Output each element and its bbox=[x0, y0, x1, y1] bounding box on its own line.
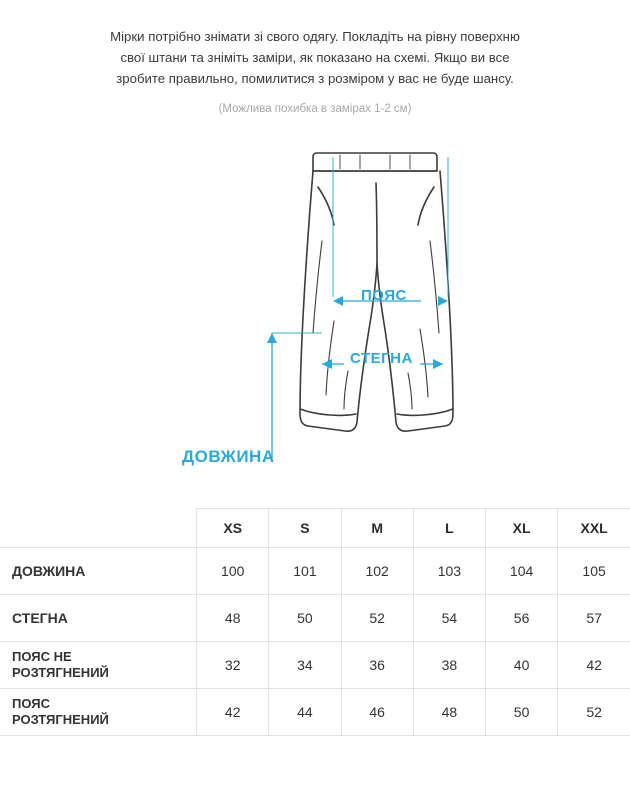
measurement-guides bbox=[272, 157, 468, 461]
cell-waist-stretched-xs: 42 bbox=[197, 689, 269, 736]
intro-line-1: Мірки потрібно знімати зі свого одягу. Покладіть на рівну поверхню bbox=[110, 29, 520, 44]
cell-waist-stretched-s: 44 bbox=[269, 689, 341, 736]
intro-line-3: зробите правильно, помилитися з розміром у вас не буде шансу. bbox=[116, 71, 514, 86]
cell-length-m: 102 bbox=[341, 548, 413, 595]
table-row bbox=[0, 548, 630, 595]
size-table-head bbox=[0, 509, 630, 548]
cell-waist-stretched-l: 48 bbox=[413, 689, 485, 736]
cell-hips-l: 54 bbox=[413, 595, 485, 642]
size-header-m: M bbox=[341, 509, 413, 548]
cell-waist-stretched-xl: 50 bbox=[485, 689, 557, 736]
intro-text-block bbox=[0, 0, 630, 115]
row-label-waist-stretched-line1: ПОЯС bbox=[12, 696, 51, 711]
row-label-waist-stretched-line2: РОЗТЯГНЕНИЙ bbox=[12, 712, 109, 727]
row-label-length: ДОВЖИНА bbox=[0, 548, 197, 595]
cell-hips-m: 52 bbox=[341, 595, 413, 642]
cell-hips-xxl: 57 bbox=[558, 595, 630, 642]
pants-diagram-svg bbox=[0, 121, 630, 461]
cell-waist-stretched-m: 46 bbox=[341, 689, 413, 736]
size-table-body bbox=[0, 548, 630, 736]
size-header-xl: XL bbox=[485, 509, 557, 548]
table-row bbox=[0, 689, 630, 736]
row-label-waist-stretched bbox=[0, 689, 197, 736]
size-header-xxl: XXL bbox=[558, 509, 630, 548]
cell-length-xs: 100 bbox=[197, 548, 269, 595]
table-row bbox=[0, 595, 630, 642]
size-table bbox=[0, 508, 630, 736]
table-row bbox=[0, 642, 630, 689]
cell-length-s: 101 bbox=[269, 548, 341, 595]
table-corner-cell bbox=[0, 509, 197, 548]
waist-dimension-label: ПОЯС bbox=[361, 287, 407, 304]
cell-waist-stretched-xxl: 52 bbox=[558, 689, 630, 736]
size-table-wrapper bbox=[0, 508, 630, 736]
cell-length-xl: 104 bbox=[485, 548, 557, 595]
row-label-hips: СТЕГНА bbox=[0, 595, 197, 642]
measurement-diagram bbox=[0, 121, 630, 466]
cell-waist-relaxed-m: 36 bbox=[341, 642, 413, 689]
cell-waist-relaxed-s: 34 bbox=[269, 642, 341, 689]
intro-line-2: свої штани та зніміть заміри, як показано на схемі. Якщо ви все bbox=[120, 50, 510, 65]
cell-waist-relaxed-l: 38 bbox=[413, 642, 485, 689]
cell-hips-s: 50 bbox=[269, 595, 341, 642]
length-dimension-label: ДОВЖИНА bbox=[182, 447, 275, 466]
cell-length-l: 103 bbox=[413, 548, 485, 595]
table-header-row bbox=[0, 509, 630, 548]
intro-note: (Можлива похибка в замірах 1-2 см) bbox=[218, 103, 412, 115]
cell-waist-relaxed-xs: 32 bbox=[197, 642, 269, 689]
size-header-s: S bbox=[269, 509, 341, 548]
measurement-arrowheads bbox=[267, 296, 448, 461]
row-label-waist-relaxed-line2: РОЗТЯГНЕНИЙ bbox=[12, 665, 109, 680]
cell-waist-relaxed-xl: 40 bbox=[485, 642, 557, 689]
row-label-waist-relaxed-line1: ПОЯС НЕ bbox=[12, 649, 72, 664]
row-label-waist-relaxed bbox=[0, 642, 197, 689]
cell-waist-relaxed-xxl: 42 bbox=[558, 642, 630, 689]
size-header-l: L bbox=[413, 509, 485, 548]
hips-dimension-label: СТЕГНА bbox=[350, 350, 413, 367]
size-header-xs: XS bbox=[197, 509, 269, 548]
cell-hips-xs: 48 bbox=[197, 595, 269, 642]
cell-length-xxl: 105 bbox=[558, 548, 630, 595]
cell-hips-xl: 56 bbox=[485, 595, 557, 642]
